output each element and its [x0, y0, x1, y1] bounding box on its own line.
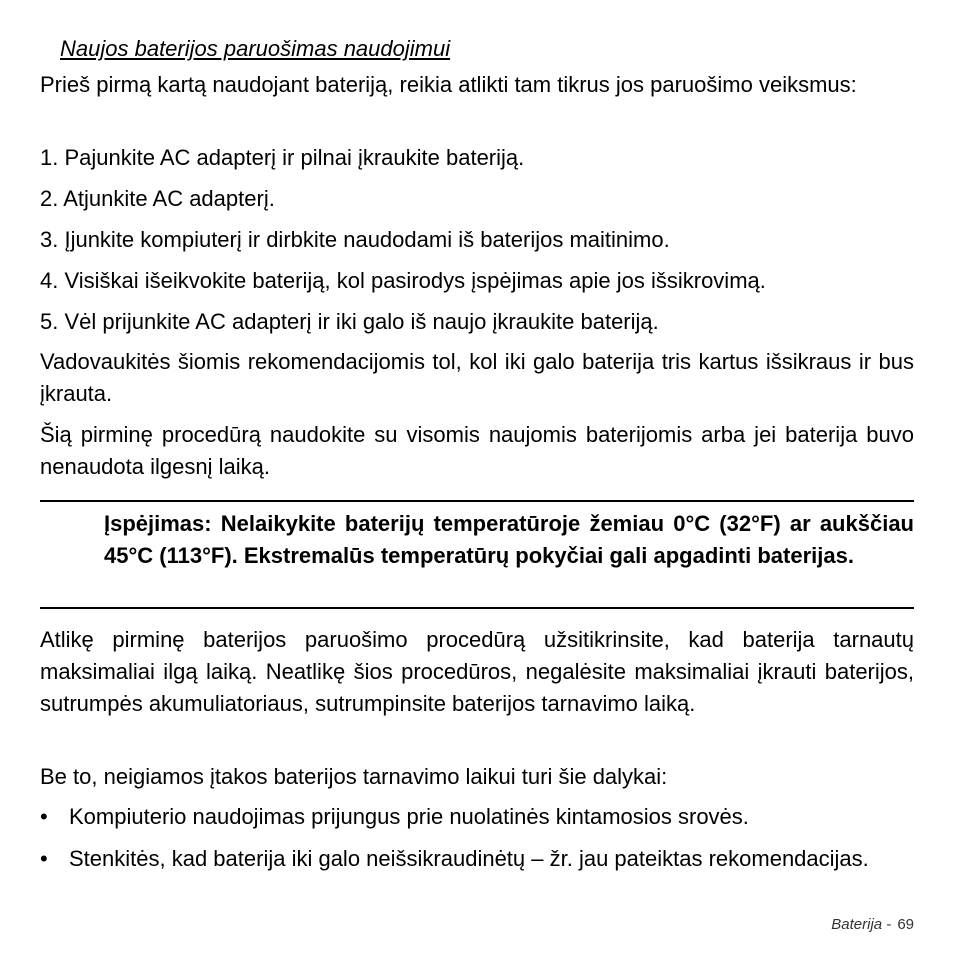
section-heading: Naujos baterijos paruošimas naudojimui — [60, 36, 451, 61]
warning-bottom-rule — [40, 607, 914, 609]
step-5: 5. Vėl prijunkite AC adapterį ir iki galo iš naujo įkraukite bateriją. — [40, 309, 659, 334]
page-number: 69 — [897, 916, 914, 933]
bullet-icon: • — [40, 846, 48, 871]
step-2: 2. Atjunkite AC adapterį. — [40, 186, 275, 211]
intro-paragraph: Prieš pirmą kartą naudojant bateriją, reikia atlikti tam tikrus jos paruošimo veiksmus: — [40, 72, 857, 97]
all-batteries-paragraph: Šią pirminę procedūrą naudokite su visomis naujomis baterijomis arba jei baterija buvo nenaudota ilgesnį laiką. — [40, 422, 914, 479]
footer-section: Baterija - — [831, 916, 892, 933]
warning-top-rule — [40, 500, 914, 502]
page-footer — [831, 916, 914, 933]
step-1: 1. Pajunkite AC adapterį ir pilnai įkraukite bateriją. — [40, 145, 525, 170]
warning-text: Įspėjimas: Nelaikykite baterijų temperatūroje žemiau 0°C (32°F) ar aukščiau 45°C (113°F). Ekstremalūs temperatūrų pokyčiai gali apgadinti baterijas. — [104, 511, 914, 568]
bullet-icon: • — [40, 804, 48, 829]
after-paragraph: Atlikę pirminę baterijos paruošimo procedūrą užsitikrinsite, kad baterija tarnautų maksimaliai ilgą laiką. Neatlikę šios procedūros, negalėsite maksimaliai įkrauti baterijos, sutrumpės akumuliatoriaus, sutrumpinsite baterijos tarnavimo laiką. — [40, 627, 914, 716]
follow-paragraph: Vadovaukitės šiomis rekomendacijomis tol, kol iki galo baterija tris kartus išsikraus ir bus įkrauta. — [40, 349, 914, 406]
step-4: 4. Visiškai išeikvokite bateriją, kol pasirodys įspėjimas apie jos išsikrovimą. — [40, 268, 766, 293]
list-item-text: Kompiuterio naudojimas prijungus prie nuolatinės kintamosios srovės. — [69, 804, 749, 829]
list-item-text: Stenkitės, kad baterija iki galo neišsikraudinėtų – žr. jau pateiktas rekomendacijas. — [69, 846, 869, 871]
step-3: 3. Įjunkite kompiuterį ir dirbkite naudodami iš baterijos maitinimo. — [40, 227, 670, 252]
factors-intro-paragraph: Be to, neigiamos įtakos baterijos tarnavimo laikui turi šie dalykai: — [40, 764, 668, 789]
